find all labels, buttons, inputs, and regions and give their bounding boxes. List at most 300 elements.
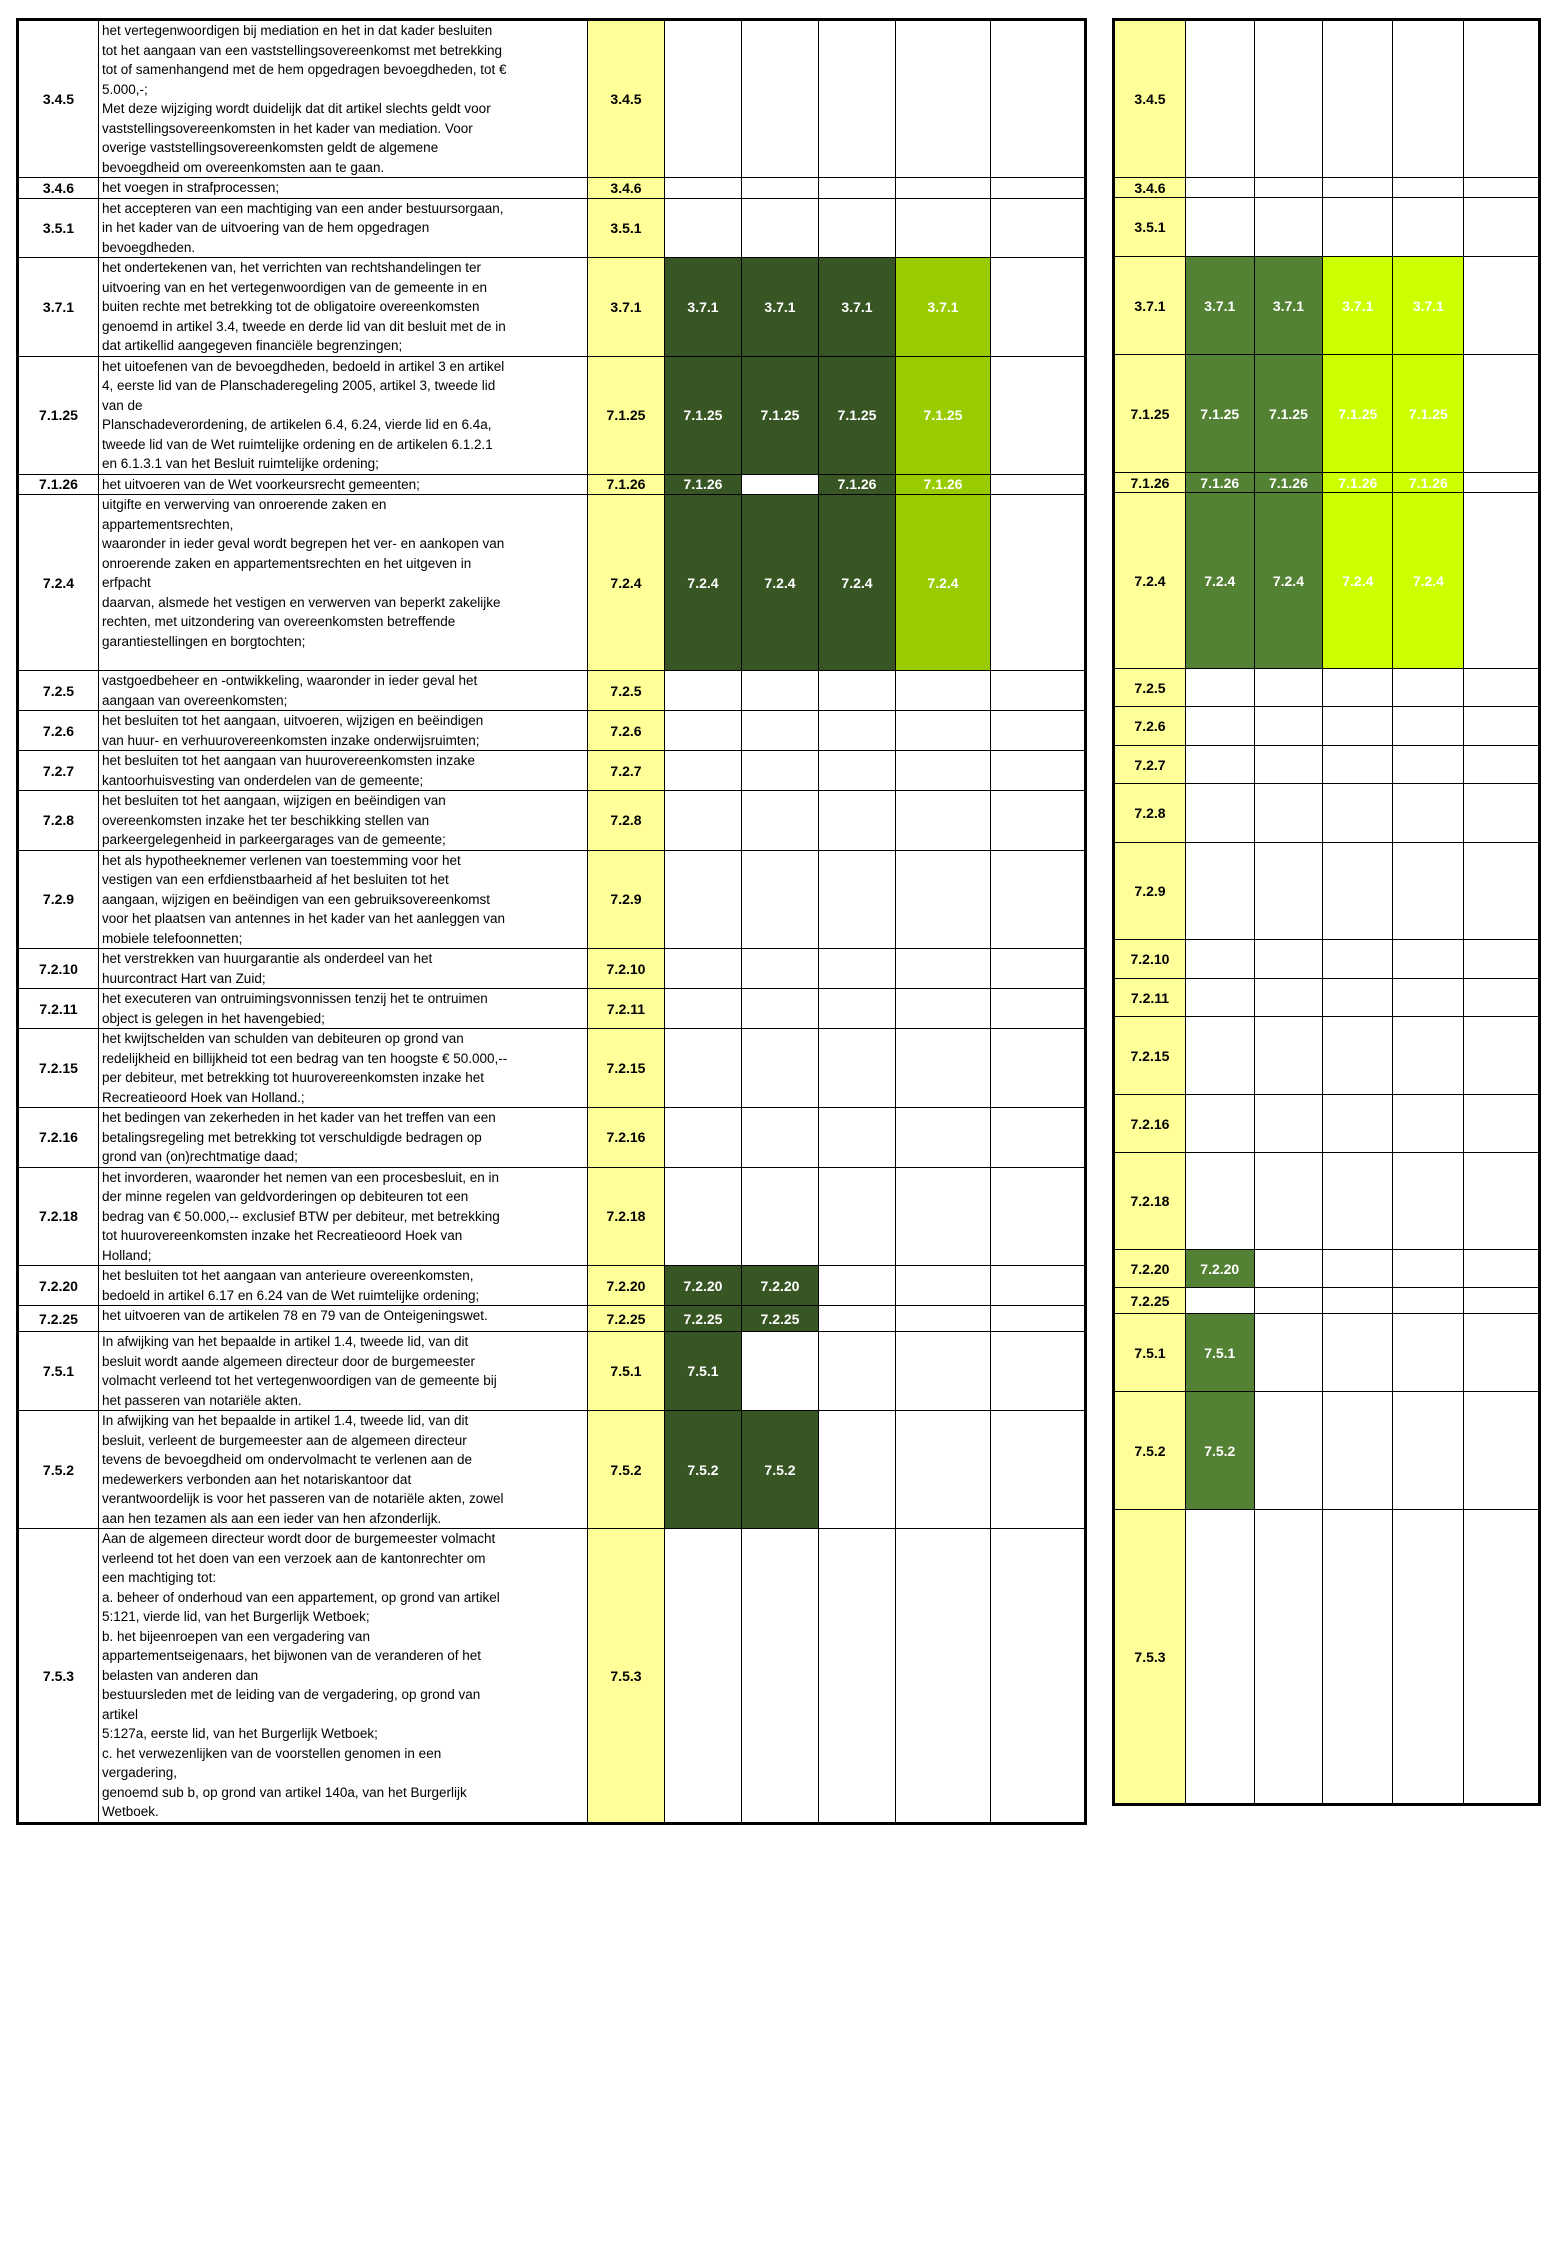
table-row	[1114, 940, 1540, 979]
mandate-cell	[991, 495, 1086, 671]
mandate-cell	[665, 711, 742, 751]
mandate-cell	[1185, 979, 1254, 1017]
mandate-cell	[1185, 198, 1254, 257]
article-description: het kwijtschelden van schulden van debiteuren op grond van redelijkheid en billijkheid tot een bedrag van ten hoogste € 50.000,-- per debiteur, met betrekking tot huurovereenkomsten inzake het Recreatieoord Hoek van Holland.;	[99, 1029, 588, 1108]
table-row	[18, 1266, 1086, 1306]
mandate-cell	[665, 949, 742, 989]
mandate-cell: 7.1.25	[1114, 355, 1186, 473]
mandate-cell: 7.2.10	[1114, 940, 1186, 979]
mandate-cell	[819, 989, 896, 1029]
mandate-cell	[1254, 979, 1323, 1017]
mandate-cell	[991, 1332, 1086, 1411]
table-row	[18, 989, 1086, 1029]
mandate-cell	[742, 850, 819, 949]
mandate-cell	[1323, 198, 1393, 257]
mandate-cell	[1254, 20, 1323, 178]
table-row	[1114, 20, 1540, 178]
mandate-cell	[665, 1029, 742, 1108]
article-number: 3.5.1	[18, 198, 99, 258]
mandate-cell	[1464, 979, 1540, 1017]
mandate-cell	[991, 474, 1086, 495]
mandate-cell	[742, 178, 819, 199]
table-row	[18, 20, 1086, 178]
table-row	[1114, 198, 1540, 257]
mandate-cell	[1393, 1510, 1464, 1805]
mandate-cell	[991, 178, 1086, 199]
mandate-cell	[1393, 707, 1464, 746]
table-row	[18, 949, 1086, 989]
mandate-cell	[819, 1266, 896, 1306]
article-number: 7.2.4	[18, 495, 99, 671]
article-description: het besluiten tot het aangaan van huurovereenkomsten inzake kantoorhuisvesting van onderdelen van de gemeente;	[99, 751, 588, 791]
mandate-cell	[1185, 707, 1254, 746]
table-row	[1114, 1250, 1540, 1288]
mandate-cell: 7.2.11	[1114, 979, 1186, 1017]
mandate-cell	[665, 198, 742, 258]
mandate-cell	[1464, 940, 1540, 979]
mandate-cell	[991, 850, 1086, 949]
mandate-cell	[1185, 843, 1254, 940]
mandate-cell: 7.2.6	[588, 711, 665, 751]
mandate-cell	[991, 1167, 1086, 1266]
mandate-cell	[1464, 198, 1540, 257]
mandate-cell	[991, 1529, 1086, 1824]
mandate-cell	[819, 711, 896, 751]
table-row	[18, 791, 1086, 851]
mandate-cell	[1254, 1017, 1323, 1095]
mandate-cell: 7.2.18	[588, 1167, 665, 1266]
mandate-cell: 7.5.3	[588, 1529, 665, 1824]
table-row	[18, 1108, 1086, 1168]
article-number: 7.2.9	[18, 850, 99, 949]
mandate-cell	[742, 1167, 819, 1266]
mandate-cell	[665, 1108, 742, 1168]
mandate-cell: 7.2.4	[896, 495, 991, 671]
mandate-cell	[896, 850, 991, 949]
table-row	[18, 258, 1086, 357]
mandate-cell	[991, 671, 1086, 711]
mandate-cell	[1393, 979, 1464, 1017]
mandate-cell: 7.1.26	[819, 474, 896, 495]
mandate-cell	[991, 1411, 1086, 1529]
article-number: 3.7.1	[18, 258, 99, 357]
article-number: 7.1.25	[18, 356, 99, 474]
article-number: 7.5.2	[18, 1411, 99, 1529]
mandate-cell: 3.7.1	[819, 258, 896, 357]
table-row	[1114, 473, 1540, 493]
article-number: 7.2.6	[18, 711, 99, 751]
mandate-cell	[1254, 940, 1323, 979]
mandate-cell: 7.2.4	[588, 495, 665, 671]
mandate-cell	[665, 751, 742, 791]
mandate-cell	[1254, 1250, 1323, 1288]
article-description: het bedingen van zekerheden in het kader van het treffen van een betalingsregeling met betrekking tot verschuldigde bedragen op grond van (on)rechtmatige daad;	[99, 1108, 588, 1168]
mandate-cell	[1464, 707, 1540, 746]
mandate-cell: 7.1.25	[1323, 355, 1393, 473]
mandate-cell	[1185, 1510, 1254, 1805]
mandate-cell	[896, 198, 991, 258]
mandate-cell	[819, 791, 896, 851]
mandate-cell	[1464, 669, 1540, 707]
mandate-cell	[819, 751, 896, 791]
table-row	[18, 178, 1086, 199]
mandate-cell	[991, 1306, 1086, 1332]
mandate-cell	[819, 949, 896, 989]
mandate-cell	[1254, 746, 1323, 784]
mandate-cell	[1254, 1392, 1323, 1510]
article-number: 3.4.6	[18, 178, 99, 199]
mandate-cell	[1464, 20, 1540, 178]
mandate-cell	[1185, 1017, 1254, 1095]
mandate-cell: 7.1.26	[588, 474, 665, 495]
article-description: het executeren van ontruimingsvonnissen tenzij het te ontruimen object is gelegen in het havengebied;	[99, 989, 588, 1029]
mandate-cell	[1464, 746, 1540, 784]
mandate-cell	[1185, 746, 1254, 784]
mandate-cell: 7.1.26	[1114, 473, 1186, 493]
mandate-cell	[1254, 1314, 1323, 1392]
mandate-cell: 7.2.4	[1254, 493, 1323, 669]
mandate-cell	[991, 711, 1086, 751]
article-number: 7.2.25	[18, 1306, 99, 1332]
article-number: 7.5.1	[18, 1332, 99, 1411]
mandate-cell	[896, 1266, 991, 1306]
mandate-cell	[665, 1167, 742, 1266]
mandate-cell	[896, 791, 991, 851]
article-description: Aan de algemeen directeur wordt door de burgemeester volmacht verleend tot het doen van een verzoek aan de kantonrechter om een machtiging tot: a. beheer of onderhoud van een appartement, op grond van artikel 5:121, vierde lid, van het Burgerlijk Wetboek; b. het bijeenroepen van een vergadering van appartementseigenaars, het bijwonen van de veranderen of het belasten van anderen dan bestuursleden met de leiding van de vergadering, op grond van artikel 5:127a, eerste lid, van het Burgerlijk Wetboek; c. het verwezenlijken van de voorstellen genomen in een vergadering, genoemd sub b, op grond van artikel 140a, van het Burgerlijk Wetboek.	[99, 1529, 588, 1824]
mandate-cell	[896, 711, 991, 751]
article-number: 7.2.5	[18, 671, 99, 711]
table-row	[1114, 493, 1540, 669]
article-number: 7.2.7	[18, 751, 99, 791]
mandate-cell: 7.5.2	[665, 1411, 742, 1529]
mandate-cell: 7.5.2	[588, 1411, 665, 1529]
table-row	[18, 1306, 1086, 1332]
mandate-cell	[896, 20, 991, 178]
mandate-cell: 7.2.25	[665, 1306, 742, 1332]
mandate-cell: 7.5.3	[1114, 1510, 1186, 1805]
mandate-cell	[742, 1029, 819, 1108]
mandate-cell	[1464, 178, 1540, 198]
mandate-cell	[665, 20, 742, 178]
table-row	[1114, 843, 1540, 940]
mandate-cell: 7.2.9	[1114, 843, 1186, 940]
mandate-cell	[1464, 1153, 1540, 1250]
table-row	[18, 850, 1086, 949]
mandate-cell: 3.4.5	[1114, 20, 1186, 178]
mandate-cell: 3.7.1	[1393, 257, 1464, 355]
mandate-cell	[896, 1529, 991, 1824]
mandate-cell	[1185, 940, 1254, 979]
mandate-cell	[1323, 178, 1393, 198]
table-row	[18, 495, 1086, 671]
mandate-cell: 7.2.4	[1114, 493, 1186, 669]
mandate-cell	[896, 1029, 991, 1108]
mandate-cell	[991, 791, 1086, 851]
mandate-cell: 3.7.1	[742, 258, 819, 357]
mandate-cell	[665, 1529, 742, 1824]
mandate-cell: 7.1.26	[665, 474, 742, 495]
mandate-cell	[991, 356, 1086, 474]
mandate-cell: 7.1.26	[1185, 473, 1254, 493]
mandate-cell	[896, 1108, 991, 1168]
mandate-cell: 7.2.6	[1114, 707, 1186, 746]
mandate-cell	[665, 791, 742, 851]
mandate-cell	[1393, 1392, 1464, 1510]
mandate-cell: 7.5.2	[1185, 1392, 1254, 1510]
mandate-cell: 7.2.4	[1393, 493, 1464, 669]
mandate-cell	[991, 20, 1086, 178]
mandate-cell	[1254, 1510, 1323, 1805]
mandate-cell	[1323, 20, 1393, 178]
mandate-cell	[1323, 784, 1393, 843]
mandate-cell	[819, 1332, 896, 1411]
mandate-cell	[1393, 746, 1464, 784]
mandate-cell: 7.2.20	[742, 1266, 819, 1306]
table-row	[1114, 707, 1540, 746]
mandate-cell: 7.2.11	[588, 989, 665, 1029]
table-row	[1114, 784, 1540, 843]
mandate-cell	[742, 1529, 819, 1824]
mandate-cell	[1393, 1095, 1464, 1153]
mandate-cell: 3.4.6	[588, 178, 665, 199]
mandate-cell	[1185, 1153, 1254, 1250]
mandate-cell	[1393, 1288, 1464, 1314]
mandate-cell: 7.2.7	[588, 751, 665, 791]
mandate-cell: 7.2.5	[588, 671, 665, 711]
mandate-cell	[742, 474, 819, 495]
mandate-cell: 7.1.25	[819, 356, 896, 474]
mandate-cell	[1323, 1314, 1393, 1392]
table-row	[18, 474, 1086, 495]
mandate-cell: 7.5.1	[1185, 1314, 1254, 1392]
mandate-cell: 7.2.18	[1114, 1153, 1186, 1250]
article-description: uitgifte en verwerving van onroerende zaken en appartementsrechten, waaronder in ieder geval wordt begrepen het ver- en aankopen van onroerende zaken en appartementsrechten en het uitgeven in erfpacht daarvan, alsmede het vestigen en verwerven van beperkt zakelijke rechten, met uitzondering van overeenkomsten betreffende garantiestellingen en borgtochten;	[99, 495, 588, 671]
mandate-cell: 7.1.25	[665, 356, 742, 474]
mandate-cell	[896, 751, 991, 791]
mandate-cell: 7.2.10	[588, 949, 665, 989]
mandate-cell	[819, 850, 896, 949]
mandate-cell: 7.5.1	[588, 1332, 665, 1411]
mandate-cell: 3.7.1	[1254, 257, 1323, 355]
mandate-cell	[1323, 979, 1393, 1017]
table-row	[1114, 746, 1540, 784]
table-row	[1114, 1392, 1540, 1510]
mandate-cell	[991, 258, 1086, 357]
table-row	[18, 1029, 1086, 1108]
mandate-cell	[1464, 355, 1540, 473]
mandate-cell	[1464, 473, 1540, 493]
mandate-cell	[1464, 843, 1540, 940]
mandate-cell	[1393, 178, 1464, 198]
mandate-cell	[1323, 843, 1393, 940]
article-description: In afwijking van het bepaalde in artikel 1.4, tweede lid, van dit besluit, verleent de burgemeester aan de algemeen directeur tevens de bevoegdheid om ondervolmacht te verlenen aan de medewerkers verbonden aan het notariskantoor dat verantwoordelijk is voor het passeren van de notariële akten, zowel aan hen tezamen als aan een ieder van hen afzonderlijk.	[99, 1411, 588, 1529]
mandate-cell: 7.1.25	[742, 356, 819, 474]
mandate-cell	[1464, 257, 1540, 355]
article-description: het accepteren van een machtiging van een ander bestuursorgaan, in het kader van de uitvoering van de hem opgedragen bevoegdheden.	[99, 198, 588, 258]
table-row	[1114, 257, 1540, 355]
mandate-cell	[1323, 746, 1393, 784]
mandate-cell	[991, 1108, 1086, 1168]
mandate-cell: 7.2.25	[742, 1306, 819, 1332]
mandate-cell	[742, 20, 819, 178]
article-number: 7.1.26	[18, 474, 99, 495]
mandate-cell	[1254, 1153, 1323, 1250]
mandate-cell	[1254, 198, 1323, 257]
mandate-cell	[1393, 1017, 1464, 1095]
table-row	[18, 1332, 1086, 1411]
mandate-cell	[1323, 1392, 1393, 1510]
mandate-cell	[1464, 1392, 1540, 1510]
mandate-cell	[1464, 493, 1540, 669]
article-description: het verstrekken van huurgarantie als onderdeel van het huurcontract Hart van Zuid;	[99, 949, 588, 989]
article-description: het ondertekenen van, het verrichten van rechtshandelingen ter uitvoering van en het vertegenwoordigen van de gemeente in en buiten rechte met betrekking tot de obligatoire overeenkomsten genoemd in artikel 3.4, tweede en derde lid van dit besluit met de in dat artikellid aangegeven financiële begrenzingen;	[99, 258, 588, 357]
mandate-cell	[1185, 669, 1254, 707]
mandate-cell	[1323, 940, 1393, 979]
mandate-cell	[742, 791, 819, 851]
table-row	[18, 751, 1086, 791]
mandate-cell: 3.5.1	[588, 198, 665, 258]
mandate-cell	[742, 671, 819, 711]
table-row	[1114, 178, 1540, 198]
mandate-cell	[896, 671, 991, 711]
mandate-cell	[1393, 198, 1464, 257]
mandate-cell	[1185, 20, 1254, 178]
mandate-cell	[1393, 1153, 1464, 1250]
mandate-cell	[819, 1029, 896, 1108]
mandate-cell: 7.2.20	[665, 1266, 742, 1306]
mandate-cell: 7.2.25	[588, 1306, 665, 1332]
mandate-cell	[819, 1411, 896, 1529]
article-description: het uitoefenen van de bevoegdheden, bedoeld in artikel 3 en artikel 4, eerste lid van de Planschaderegeling 2005, artikel 3, tweede lid van de Planschadeverordening, de artikelen 6.4, 6.24, vierde lid en 6.4a, tweede lid van de Wet ruimtelijke ordening en de artikelen 6.1.2.1 en 6.1.3.1 van het Besluit ruimtelijke ordening;	[99, 356, 588, 474]
mandate-cell	[1323, 1250, 1393, 1288]
mandate-cell: 7.5.1	[1114, 1314, 1186, 1392]
mandate-cell	[819, 1306, 896, 1332]
mandate-cell	[1393, 843, 1464, 940]
mandate-cell: 3.4.6	[1114, 178, 1186, 198]
mandate-cell: 7.2.4	[819, 495, 896, 671]
mandate-cell	[1323, 1510, 1393, 1805]
mandate-cell	[1464, 1314, 1540, 1392]
table-row	[1114, 1153, 1540, 1250]
mandate-cell: 7.5.2	[742, 1411, 819, 1529]
mandate-cell	[742, 711, 819, 751]
mandate-cell: 7.2.20	[1114, 1250, 1186, 1288]
mandate-cell	[896, 1411, 991, 1529]
mandate-cell: 7.1.25	[1254, 355, 1323, 473]
mandate-cell: 7.2.15	[1114, 1017, 1186, 1095]
mandate-cell	[1254, 178, 1323, 198]
table-row	[18, 711, 1086, 751]
table-row	[1114, 1095, 1540, 1153]
mandate-cell: 3.5.1	[1114, 198, 1186, 257]
mandate-cell	[742, 1332, 819, 1411]
mandate-cell	[1185, 178, 1254, 198]
mandate-cell	[1464, 1017, 1540, 1095]
mandate-cell	[1393, 940, 1464, 979]
article-description: vastgoedbeheer en -ontwikkeling, waaronder in ieder geval het aangaan van overeenkomsten;	[99, 671, 588, 711]
mandate-cell: 7.5.2	[1114, 1392, 1186, 1510]
table-row	[1114, 1017, 1540, 1095]
mandate-cell	[742, 989, 819, 1029]
article-number: 3.4.5	[18, 20, 99, 178]
mandate-cell	[819, 671, 896, 711]
mandate-cell	[1393, 669, 1464, 707]
mandate-cell	[819, 20, 896, 178]
mandate-cell: 7.1.26	[1254, 473, 1323, 493]
article-description: het uitvoeren van de artikelen 78 en 79 van de Onteigeningswet.	[99, 1306, 588, 1332]
table-row	[1114, 355, 1540, 473]
mandate-cell: 7.2.25	[1114, 1288, 1186, 1314]
mandate-cell	[665, 671, 742, 711]
mandate-cell	[896, 1306, 991, 1332]
table-row	[18, 198, 1086, 258]
mandate-cell: 7.1.25	[1185, 355, 1254, 473]
mandate-cell: 7.1.26	[896, 474, 991, 495]
mandate-cell	[819, 1529, 896, 1824]
article-description: het besluiten tot het aangaan, wijzigen en beëindigen van overeenkomsten inzake het ter beschikking stellen van parkeergelegenheid in parkeergarages van de gemeente;	[99, 791, 588, 851]
article-description: het voegen in strafprocessen;	[99, 178, 588, 199]
mandate-cell: 3.7.1	[588, 258, 665, 357]
mandate-cell: 3.7.1	[1114, 257, 1186, 355]
mandate-cell	[991, 989, 1086, 1029]
article-number: 7.2.11	[18, 989, 99, 1029]
mandate-cell	[1185, 1288, 1254, 1314]
mandate-cell	[1254, 843, 1323, 940]
mandate-cell	[896, 989, 991, 1029]
mandate-cell	[1323, 1153, 1393, 1250]
mandate-cell	[1254, 707, 1323, 746]
table-row	[18, 1411, 1086, 1529]
mandate-cell	[1464, 784, 1540, 843]
mandate-cell	[665, 850, 742, 949]
article-number: 7.2.20	[18, 1266, 99, 1306]
mandate-cell: 3.7.1	[665, 258, 742, 357]
mandate-cell: 7.5.1	[665, 1332, 742, 1411]
article-number: 7.2.16	[18, 1108, 99, 1168]
mandate-cell: 7.2.8	[1114, 784, 1186, 843]
mandate-cell	[1464, 1510, 1540, 1805]
article-description: In afwijking van het bepaalde in artikel 1.4, tweede lid, van dit besluit wordt aande algemeen directeur door de burgemeester volmacht verleend tot het vertegenwoordigen van de gemeente bij het passeren van notariële akten.	[99, 1332, 588, 1411]
mandate-cell	[896, 178, 991, 199]
mandate-cell: 7.1.25	[896, 356, 991, 474]
mandate-cell	[819, 178, 896, 199]
mandate-cell	[1393, 1250, 1464, 1288]
mandate-cell: 7.2.20	[588, 1266, 665, 1306]
mandate-cell	[991, 1266, 1086, 1306]
table-row	[1114, 1314, 1540, 1392]
mandate-cell	[1185, 1095, 1254, 1153]
article-description: het uitvoeren van de Wet voorkeursrecht gemeenten;	[99, 474, 588, 495]
mandate-cell: 7.1.25	[588, 356, 665, 474]
mandate-cell: 3.7.1	[1323, 257, 1393, 355]
mandate-cell	[1254, 669, 1323, 707]
mandate-cell: 3.7.1	[896, 258, 991, 357]
mandate-cell	[896, 949, 991, 989]
mandate-cell	[1464, 1288, 1540, 1314]
mandate-cell	[1393, 1314, 1464, 1392]
right-mandate-table	[1112, 18, 1541, 1806]
mandate-cell	[742, 949, 819, 989]
mandate-cell: 7.2.4	[665, 495, 742, 671]
mandate-cell	[1254, 784, 1323, 843]
mandate-cell: 7.2.16	[588, 1108, 665, 1168]
mandate-cell: 7.2.20	[1185, 1250, 1254, 1288]
mandate-cell: 7.2.5	[1114, 669, 1186, 707]
table-row	[1114, 1288, 1540, 1314]
mandate-cell: 7.2.7	[1114, 746, 1186, 784]
article-number: 7.2.10	[18, 949, 99, 989]
mandate-cell: 7.2.4	[742, 495, 819, 671]
